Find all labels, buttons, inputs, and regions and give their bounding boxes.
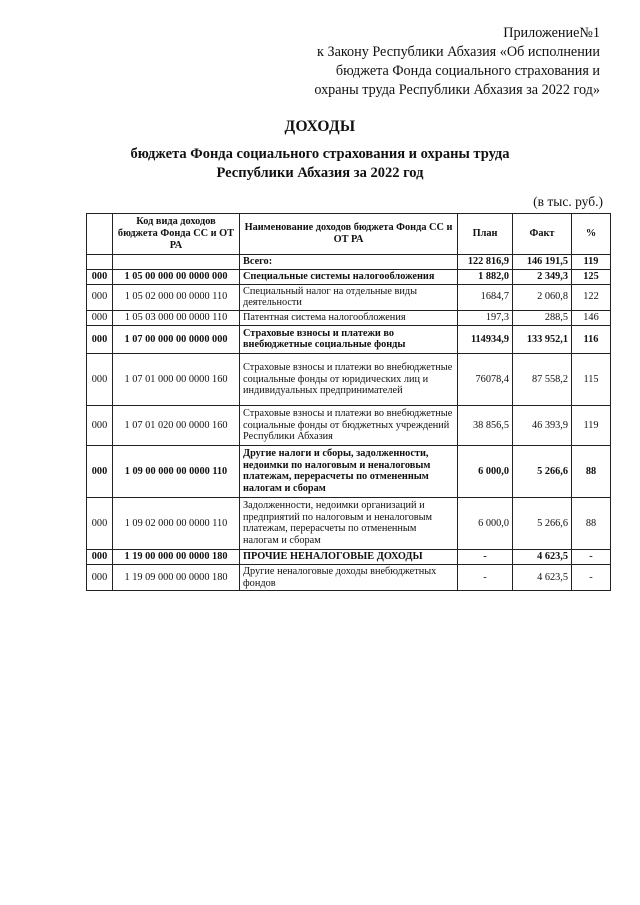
total-pct: 119 (572, 255, 611, 270)
row-pct: 88 (572, 497, 611, 549)
row-admin: 000 (87, 549, 113, 564)
annex-header (270, 24, 600, 100)
header-pct: % (572, 214, 611, 255)
header-code: Код вида доходов бюджета Фонда СС и ОТ РА (113, 214, 240, 255)
total-label: Всего: (240, 255, 458, 270)
row-pct: 146 (572, 311, 611, 326)
header-plan: План (458, 214, 513, 255)
table-row (87, 445, 611, 497)
row-name: Другие налоги и сборы, задолженности, недоимки по налоговым и неналоговым платежам, перерасчеты по отмененным налогам и сборам (240, 445, 458, 497)
row-fact: 5 266,6 (513, 445, 572, 497)
row-fact: 2 349,3 (513, 269, 572, 284)
row-pct: 115 (572, 353, 611, 405)
table-row (87, 549, 611, 564)
row-name: Страховые взносы и платежи во внебюджетные социальные фонды (240, 325, 458, 353)
row-plan: 1 882,0 (458, 269, 513, 284)
row-admin: 000 (87, 564, 113, 591)
row-code: 1 19 00 000 00 0000 180 (113, 549, 240, 564)
table-row (87, 311, 611, 326)
subtitle-line-1: бюджета Фонда социального страхования и охраны труда (130, 146, 510, 162)
annex-line: к Закону Республики Абхазия «Об исполнении (317, 44, 600, 60)
row-fact: 4 623,5 (513, 549, 572, 564)
revenue-table (86, 213, 611, 591)
table-header-row (87, 214, 611, 255)
row-fact: 288,5 (513, 311, 572, 326)
row-pct: 88 (572, 445, 611, 497)
row-admin: 000 (87, 445, 113, 497)
row-code: 1 09 00 000 00 0000 110 (113, 445, 240, 497)
row-name: Специальные системы налогообложения (240, 269, 458, 284)
row-admin: 000 (87, 311, 113, 326)
row-admin: 000 (87, 405, 113, 445)
row-fact: 5 266,6 (513, 497, 572, 549)
table-row (87, 269, 611, 284)
row-pct: 125 (572, 269, 611, 284)
row-fact: 133 952,1 (513, 325, 572, 353)
row-pct: 122 (572, 284, 611, 311)
header-admin (87, 214, 113, 255)
row-code: 1 05 03 000 00 0000 110 (113, 311, 240, 326)
table-row (87, 353, 611, 405)
total-plan: 122 816,9 (458, 255, 513, 270)
row-fact: 2 060,8 (513, 284, 572, 311)
row-plan: 114934,9 (458, 325, 513, 353)
row-code: 1 07 00 000 00 0000 000 (113, 325, 240, 353)
row-admin: 000 (87, 269, 113, 284)
row-name: Специальный налог на отдельные виды деятельности (240, 284, 458, 311)
row-name: Задолженности, недоимки организаций и предприятий по налоговым и неналоговым платежам, перерасчеты по отмененным налогам и сборам (240, 497, 458, 549)
row-plan: 38 856,5 (458, 405, 513, 445)
row-plan: 6 000,0 (458, 497, 513, 549)
row-plan: 6 000,0 (458, 445, 513, 497)
annex-line: бюджета Фонда социального страхования и (335, 63, 600, 79)
row-name: Страховые взносы и платежи во внебюджетные социальные фонды от юридических лиц и индивидуальных предпринимателей (240, 353, 458, 405)
annex-line: Приложение№1 (503, 25, 600, 41)
subtitle-line-2: Республики Абхазия за 2022 год (216, 165, 424, 181)
row-fact: 4 623,5 (513, 564, 572, 591)
row-pct: 116 (572, 325, 611, 353)
row-code: 1 07 01 000 00 0000 160 (113, 353, 240, 405)
row-plan: 76078,4 (458, 353, 513, 405)
row-admin: 000 (87, 325, 113, 353)
row-code: 1 07 01 020 00 0000 160 (113, 405, 240, 445)
table-row (87, 284, 611, 311)
header-fact: Факт (513, 214, 572, 255)
row-plan: 197,3 (458, 311, 513, 326)
row-pct: - (572, 564, 611, 591)
row-pct: - (572, 549, 611, 564)
row-fact: 46 393,9 (513, 405, 572, 445)
row-plan: - (458, 549, 513, 564)
annex-line: охраны труда Республики Абхазия за 2022 год» (314, 82, 600, 98)
table-row (87, 564, 611, 591)
row-admin: 000 (87, 497, 113, 549)
row-fact: 87 558,2 (513, 353, 572, 405)
row-name: Патентная система налогообложения (240, 311, 458, 326)
row-code: 1 05 00 000 00 0000 000 (113, 269, 240, 284)
table-row (87, 497, 611, 549)
row-name: ПРОЧИЕ НЕНАЛОГОВЫЕ ДОХОДЫ (240, 549, 458, 564)
units-note: (в тыс. руб.) (533, 194, 603, 209)
table-row (87, 405, 611, 445)
row-name: Другие неналоговые доходы внебюджетных фондов (240, 564, 458, 591)
row-code: 1 05 02 000 00 0000 110 (113, 284, 240, 311)
row-code: 1 19 09 000 00 0000 180 (113, 564, 240, 591)
table-row (87, 325, 611, 353)
header-name: Наименование доходов бюджета Фонда СС и ОТ РА (240, 214, 458, 255)
row-plan: 1684,7 (458, 284, 513, 311)
row-admin: 000 (87, 284, 113, 311)
row-code: 1 09 02 000 00 0000 110 (113, 497, 240, 549)
total-fact: 146 191,5 (513, 255, 572, 270)
row-name: Страховые взносы и платежи во внебюджетные социальные фонды от бюджетных учреждений Республики Абхазия (240, 405, 458, 445)
row-pct: 119 (572, 405, 611, 445)
document-subtitle (0, 145, 640, 183)
row-admin: 000 (87, 353, 113, 405)
row-plan: - (458, 564, 513, 591)
total-row (87, 255, 611, 270)
document-title: ДОХОДЫ (284, 118, 356, 135)
